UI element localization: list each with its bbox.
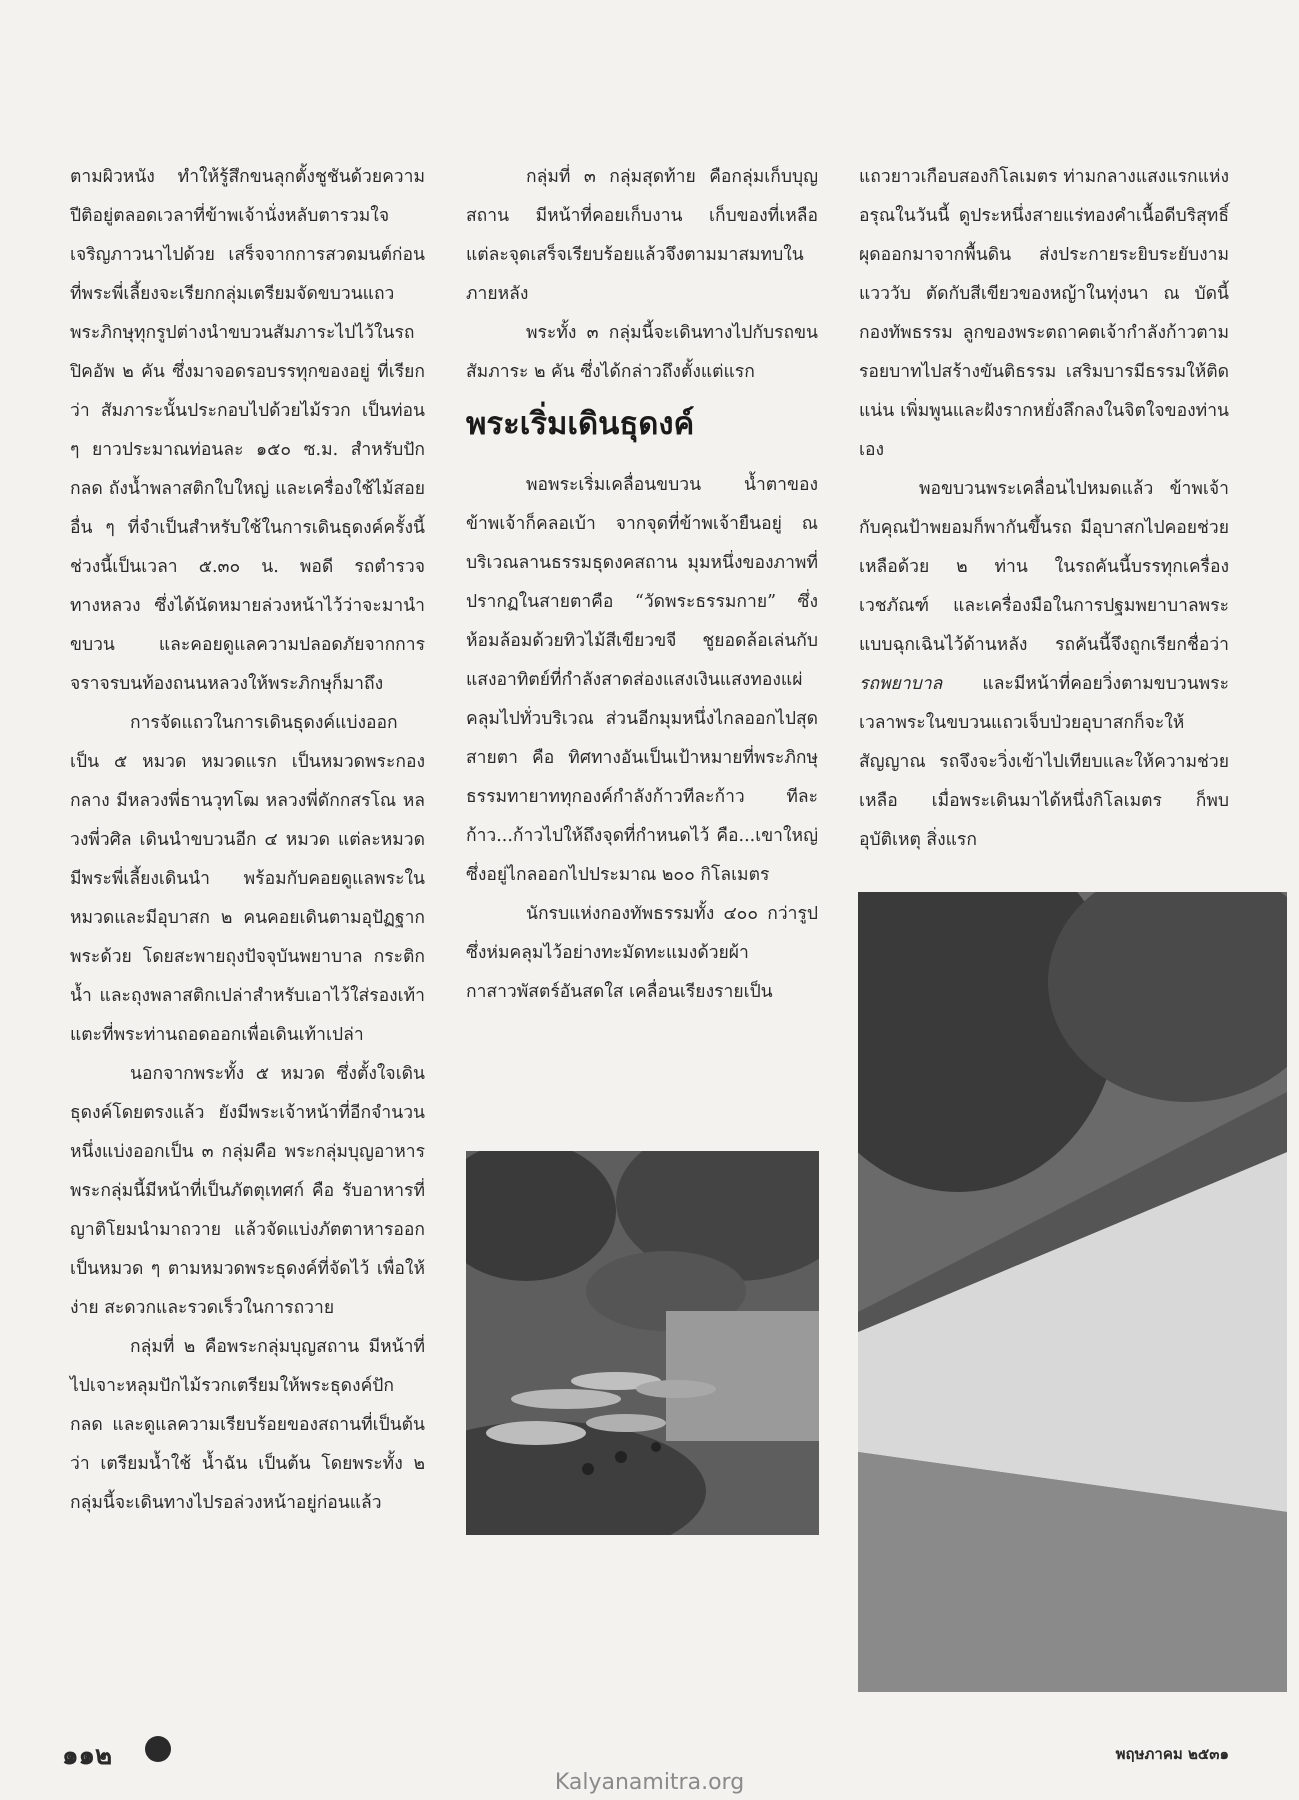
paragraph: การจัดแถวในการเดินธุดงค์แบ่งออกเป็น ๕ หมวด หมวดแรก เป็นหมวดพระกองกลาง มีหลวงพี่ธานวุทโฒ หลวงพี่ดักกสรโณ หลวงพี่วศิล เดินนำขบวนอีก ๔ หมวด แต่ละหมวดมีพระพี่เลี้ยงเดินนำ พร้อมกับคอยดูแลพระในหมวดและมีอุบาสก ๒ คนคอยเดินตามอุปัฏฐากพระด้วย โดยสะพายถุงปัจจุบันพยาบาล กระติกน้ำ และถุงพลาสติกเปล่าสำหรับเอาไว้ใส่รองเท้าแตะที่พระท่านถอดออกเพื่อเดินเท้าเปล่า	[70, 713, 425, 1045]
paragraph-text: พอขบวนพระเคลื่อนไปหมดแล้ว ข้าพเจ้ากับคุณป้าพยอมก็พากันขึ้นรถ มีอุบาสกไปคอยช่วยเหลือด้วย ๒ ท่าน ในรถคันนี้บรรทุกเครื่องเวชภัณฑ์ และเครื่องมือในการปฐมพยาบาลพระแบบฉุกเฉินไว้ด้านหลัง รถคันนี้จึงถูกเรียกชื่อว่า	[859, 479, 1229, 655]
paragraph: แถวยาวเกือบสองกิโลเมตร ท่ามกลางแสงแรกแห่งอรุณในวันนี้ ดูประหนึ่งสายแร่ทองคำเนื้อดีบริสุทธิ์ผุดออกมาจากพื้นดิน ส่งประกายระยิบระยับงามแวววับ ตัดกับสีเขียวของหญ้าในทุ่งนา ณ บัดนี้กองทัพธรรม ลูกของพระตถาคตเจ้ากำลังก้าวตามรอยบาทไปสร้างขันติธรรม เสริมบารมีธรรมให้ติดแน่น เพิ่มพูนและฝังรากหยั่งลึกลงในจิตใจของท่านเอง	[859, 167, 1229, 460]
paragraph-text: และมีหน้าที่คอยวิ่งตามขบวนพระ เวลาพระในขบวนแถวเจ็บป่วยอุบาสกก็จะให้สัญญาณ รถจึงจะวิ่งเข้าไปเทียบและให้ความช่วยเหลือ เมื่อพระเดินมาได้หนึ่งกิโลเมตร ก็พบอุบัติเหตุ สิ่งแรก	[859, 674, 1229, 850]
paragraph	[859, 470, 1229, 860]
text-column-3	[859, 158, 1229, 860]
emphasis-text: รถพยาบาล	[859, 674, 943, 694]
paragraph: กลุ่มที่ ๒ คือพระกลุ่มบุญสถาน มีหน้าที่ไปเจาะหลุมปักไม้รวกเตรียมให้พระธุดงค์ปักกลด และดูแลความเรียบร้อยของสถานที่เป็นต้นว่า เตรียมน้ำใช้ น้ำฉัน เป็นต้น โดยพระทั้ง ๒ กลุ่มนี้จะเดินทางไปรอล่วงหน้าอยู่ก่อนแล้ว	[70, 1337, 425, 1513]
paragraph: นอกจากพระทั้ง ๕ หมวด ซึ่งตั้งใจเดินธุดงค์โดยตรงแล้ว ยังมีพระเจ้าหน้าที่อีกจำนวนหนึ่งแบ่งออกเป็น ๓ กลุ่มคือ พระกลุ่มบุญอาหาร พระกลุ่มนี้มีหน้าที่เป็นภัตตุเทศก์ คือ รับอาหารที่ญาติโยมนำมาถวาย แล้วจัดแบ่งภัตตาหารออกเป็นหมวด ๆ ตามหมวดพระธุดงค์ที่จัดไว้ เพื่อให้ง่าย สะดวกและรวดเร็วในการถวาย	[70, 1064, 425, 1318]
paragraph: พระทั้ง ๓ กลุ่มนี้จะเดินทางไปกับรถขนสัมภาระ ๒ คัน ซึ่งได้กล่าวถึงตั้งแต่แรก	[466, 323, 818, 382]
page-marker-icon	[145, 1736, 171, 1762]
paragraph: กลุ่มที่ ๓ กลุ่มสุดท้าย คือกลุ่มเก็บบุญสถาน มีหน้าที่คอยเก็บงาน เก็บของที่เหลือแต่ละจุดเสร็จเรียบร้อยแล้วจึงตามมาสมทบในภายหลัง	[466, 167, 818, 304]
page-number: ๑๑๒	[62, 1741, 113, 1771]
text-column-2	[466, 158, 818, 1012]
section-heading: พระเริ่มเดินธุดงค์	[466, 406, 695, 442]
issue-date: พฤษภาคม ๒๕๓๑	[1115, 1745, 1229, 1763]
paragraph: พอพระเริ่มเคลื่อนขบวน น้ำตาของข้าพเจ้าก็คลอเบ้า จากจุดที่ข้าพเจ้ายืนอยู่ ณ บริเวณลานธรรมธุดงคสถาน มุมหนึ่งของภาพที่ปรากฏในสายตาคือ “วัดพระธรรมกาย” ซึ่งห้อมล้อมด้วยทิวไม้สีเขียวขจี ชูยอดล้อเล่นกับแสงอาทิตย์ที่กำลังสาดส่องแสงเงินแสงทองแผ่คลุมไปทั่วบริเวณ ส่วนอีกมุมหนึ่งไกลออกไปสุดสายตา คือ ทิศทางอันเป็นเป้าหมายที่พระภิกษุธรรมทายาททุกองค์กำลังก้าวทีละก้าว ทีละก้าว...ก้าวไปให้ถึงจุดที่กำหนดไว้ คือ...เขาใหญ่ ซึ่งอยู่ไกลออกไปประมาณ ๒๐๐ กิโลเมตร	[466, 475, 818, 885]
text-column-1	[70, 158, 425, 1523]
monks-line-photo	[858, 892, 1287, 1692]
river-umbrella-photo	[466, 1151, 819, 1535]
paragraph: นักรบแห่งกองทัพธรรมทั้ง ๔๐๐ กว่ารูป ซึ่งห่มคลุมไว้อย่างทะมัดทะแมงด้วยผ้ากาสาวพัสตร์อันสดใส เคลื่อนเรียงรายเป็น	[466, 904, 818, 1002]
watermark: Kalyanamitra.org	[554, 1770, 745, 1795]
paragraph: ตามผิวหนัง ทำให้รู้สึกขนลุกตั้งชูชันด้วยความปีติอยู่ตลอดเวลาที่ข้าพเจ้านั่งหลับตารวมใจเจริญภาวนาไปด้วย เสร็จจากการสวดมนต์ก่อนที่พระพี่เลี้ยงจะเรียกกลุ่มเตรียมจัดขบวนแถว พระภิกษุทุกรูปต่างนำขบวนสัมภาระไปไว้ในรถปิคอัพ ๒ คัน ซึ่งมาจอดรอบรรทุกของอยู่ ที่เรียกว่า สัมภาระนั้นประกอบไปด้วยไม้รวก เป็นท่อน ๆ ยาวประมาณท่อนละ ๑๕๐ ซ.ม. สำหรับปักกลด ถังน้ำพลาสติกใบใหญ่ และเครื่องใช้ไม้สอยอื่น ๆ ที่จำเป็นสำหรับใช้ในการเดินธุดงค์ครั้งนี้ ช่วงนี้เป็นเวลา ๕.๓๐ น. พอดี รถตำรวจทางหลวง ซึ่งได้นัดหมายล่วงหน้าไว้ว่าจะมานำขบวน และคอยดูแลความปลอดภัยจากการจราจรบนท้องถนนหลวงให้พระภิกษุก็มาถึง	[70, 167, 425, 694]
river-umbrella-illustration	[466, 1151, 819, 1535]
monks-line-illustration	[858, 892, 1287, 1692]
